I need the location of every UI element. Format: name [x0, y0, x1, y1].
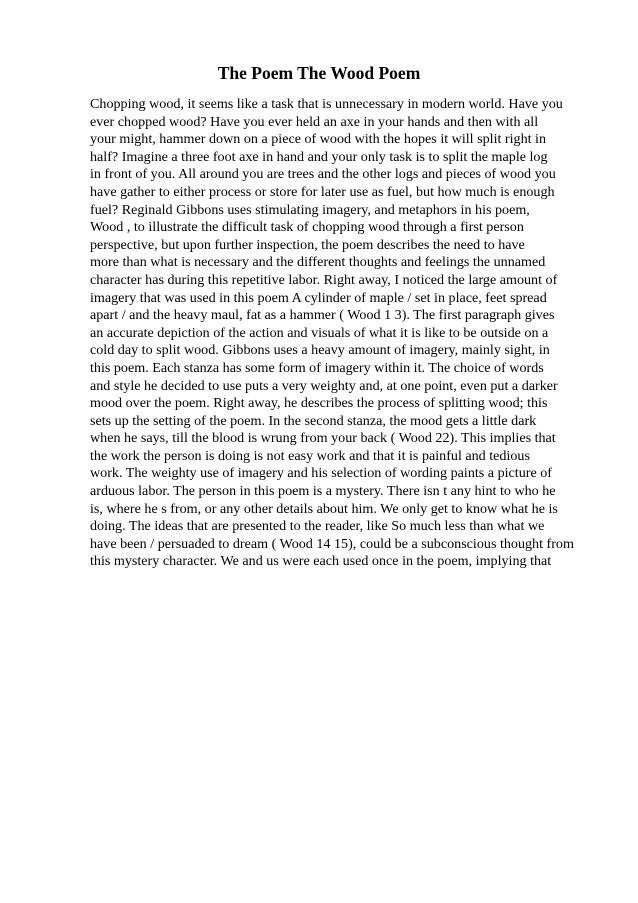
text-line: an accurate depiction of the action and visuals of what it is like to be outside on a: [90, 324, 549, 341]
text-line: sets up the setting of the poem. In the second stanza, the mood gets a little dark: [90, 412, 537, 429]
text-line: is, where he s from, or any other details about him. We only get to know what he is: [90, 500, 558, 517]
text-line: mood over the poem. Right away, he describes the process of splitting wood; this: [90, 395, 548, 412]
text-line: fuel? Reginald Gibbons uses stimulating imagery, and metaphors in his poem,: [90, 201, 530, 218]
text-line: in front of you. All around you are trees and the other logs and pieces of wood you: [90, 166, 556, 183]
text-line: when he says, till the blood is wrung from your back ( Wood 22). This implies that: [90, 430, 556, 447]
text-line: have gather to either process or store for later use as fuel, but how much is enough: [90, 183, 555, 200]
text-line: cold day to split wood. Gibbons uses a heavy amount of imagery, mainly sight, in: [90, 342, 550, 359]
text-line: this mystery character. We and us were each used once in the poem, implying that: [90, 553, 552, 570]
text-line: this poem. Each stanza has some form of imagery within it. The choice of words: [90, 359, 544, 376]
text-line: work. The weighty use of imagery and his selection of wording paints a picture of: [90, 465, 552, 482]
text-line: more than what is necessary and the different thoughts and feelings the unnamed: [90, 254, 546, 271]
body-paragraph: [90, 96, 610, 571]
document-title: The Poem The Wood Poem: [217, 63, 421, 83]
text-line: half? Imagine a three foot axe in hand and your only task is to split the maple log: [90, 148, 548, 165]
text-line: and style he decided to use puts a very weighty and, at one point, even put a darker: [90, 377, 558, 394]
text-line: your might, hammer down on a piece of wood with the hopes it will split right in: [90, 131, 547, 148]
text-line: the work the person is doing is not easy work and that it is painful and tedious: [90, 447, 530, 464]
text-line: arduous labor. The person in this poem is a mystery. There isn t any hint to who he: [90, 483, 556, 500]
text-line: ever chopped wood? Have you ever held an axe in your hands and then with all: [90, 113, 539, 130]
text-line: character has during this repetitive labor. Right away, I noticed the large amount of: [90, 271, 558, 288]
text-line: Chopping wood, it seems like a task that is unnecessary in modern world. Have you: [90, 96, 563, 112]
text-line: doing. The ideas that are presented to the reader, like So much less than what we: [90, 518, 545, 535]
text-line: imagery that was used in this poem A cylinder of maple / set in place, feet spread: [90, 289, 547, 306]
text-line: Wood , to illustrate the difficult task of chopping wood through a first person: [90, 219, 524, 236]
text-line: have been / persuaded to dream ( Wood 14 15), could be a subconscious thought from: [90, 535, 574, 552]
text-line: apart / and the heavy maul, fat as a hammer ( Wood 1 3). The first paragraph gives: [90, 307, 555, 324]
text-line: perspective, but upon further inspection, the poem describes the need to have: [90, 236, 525, 253]
